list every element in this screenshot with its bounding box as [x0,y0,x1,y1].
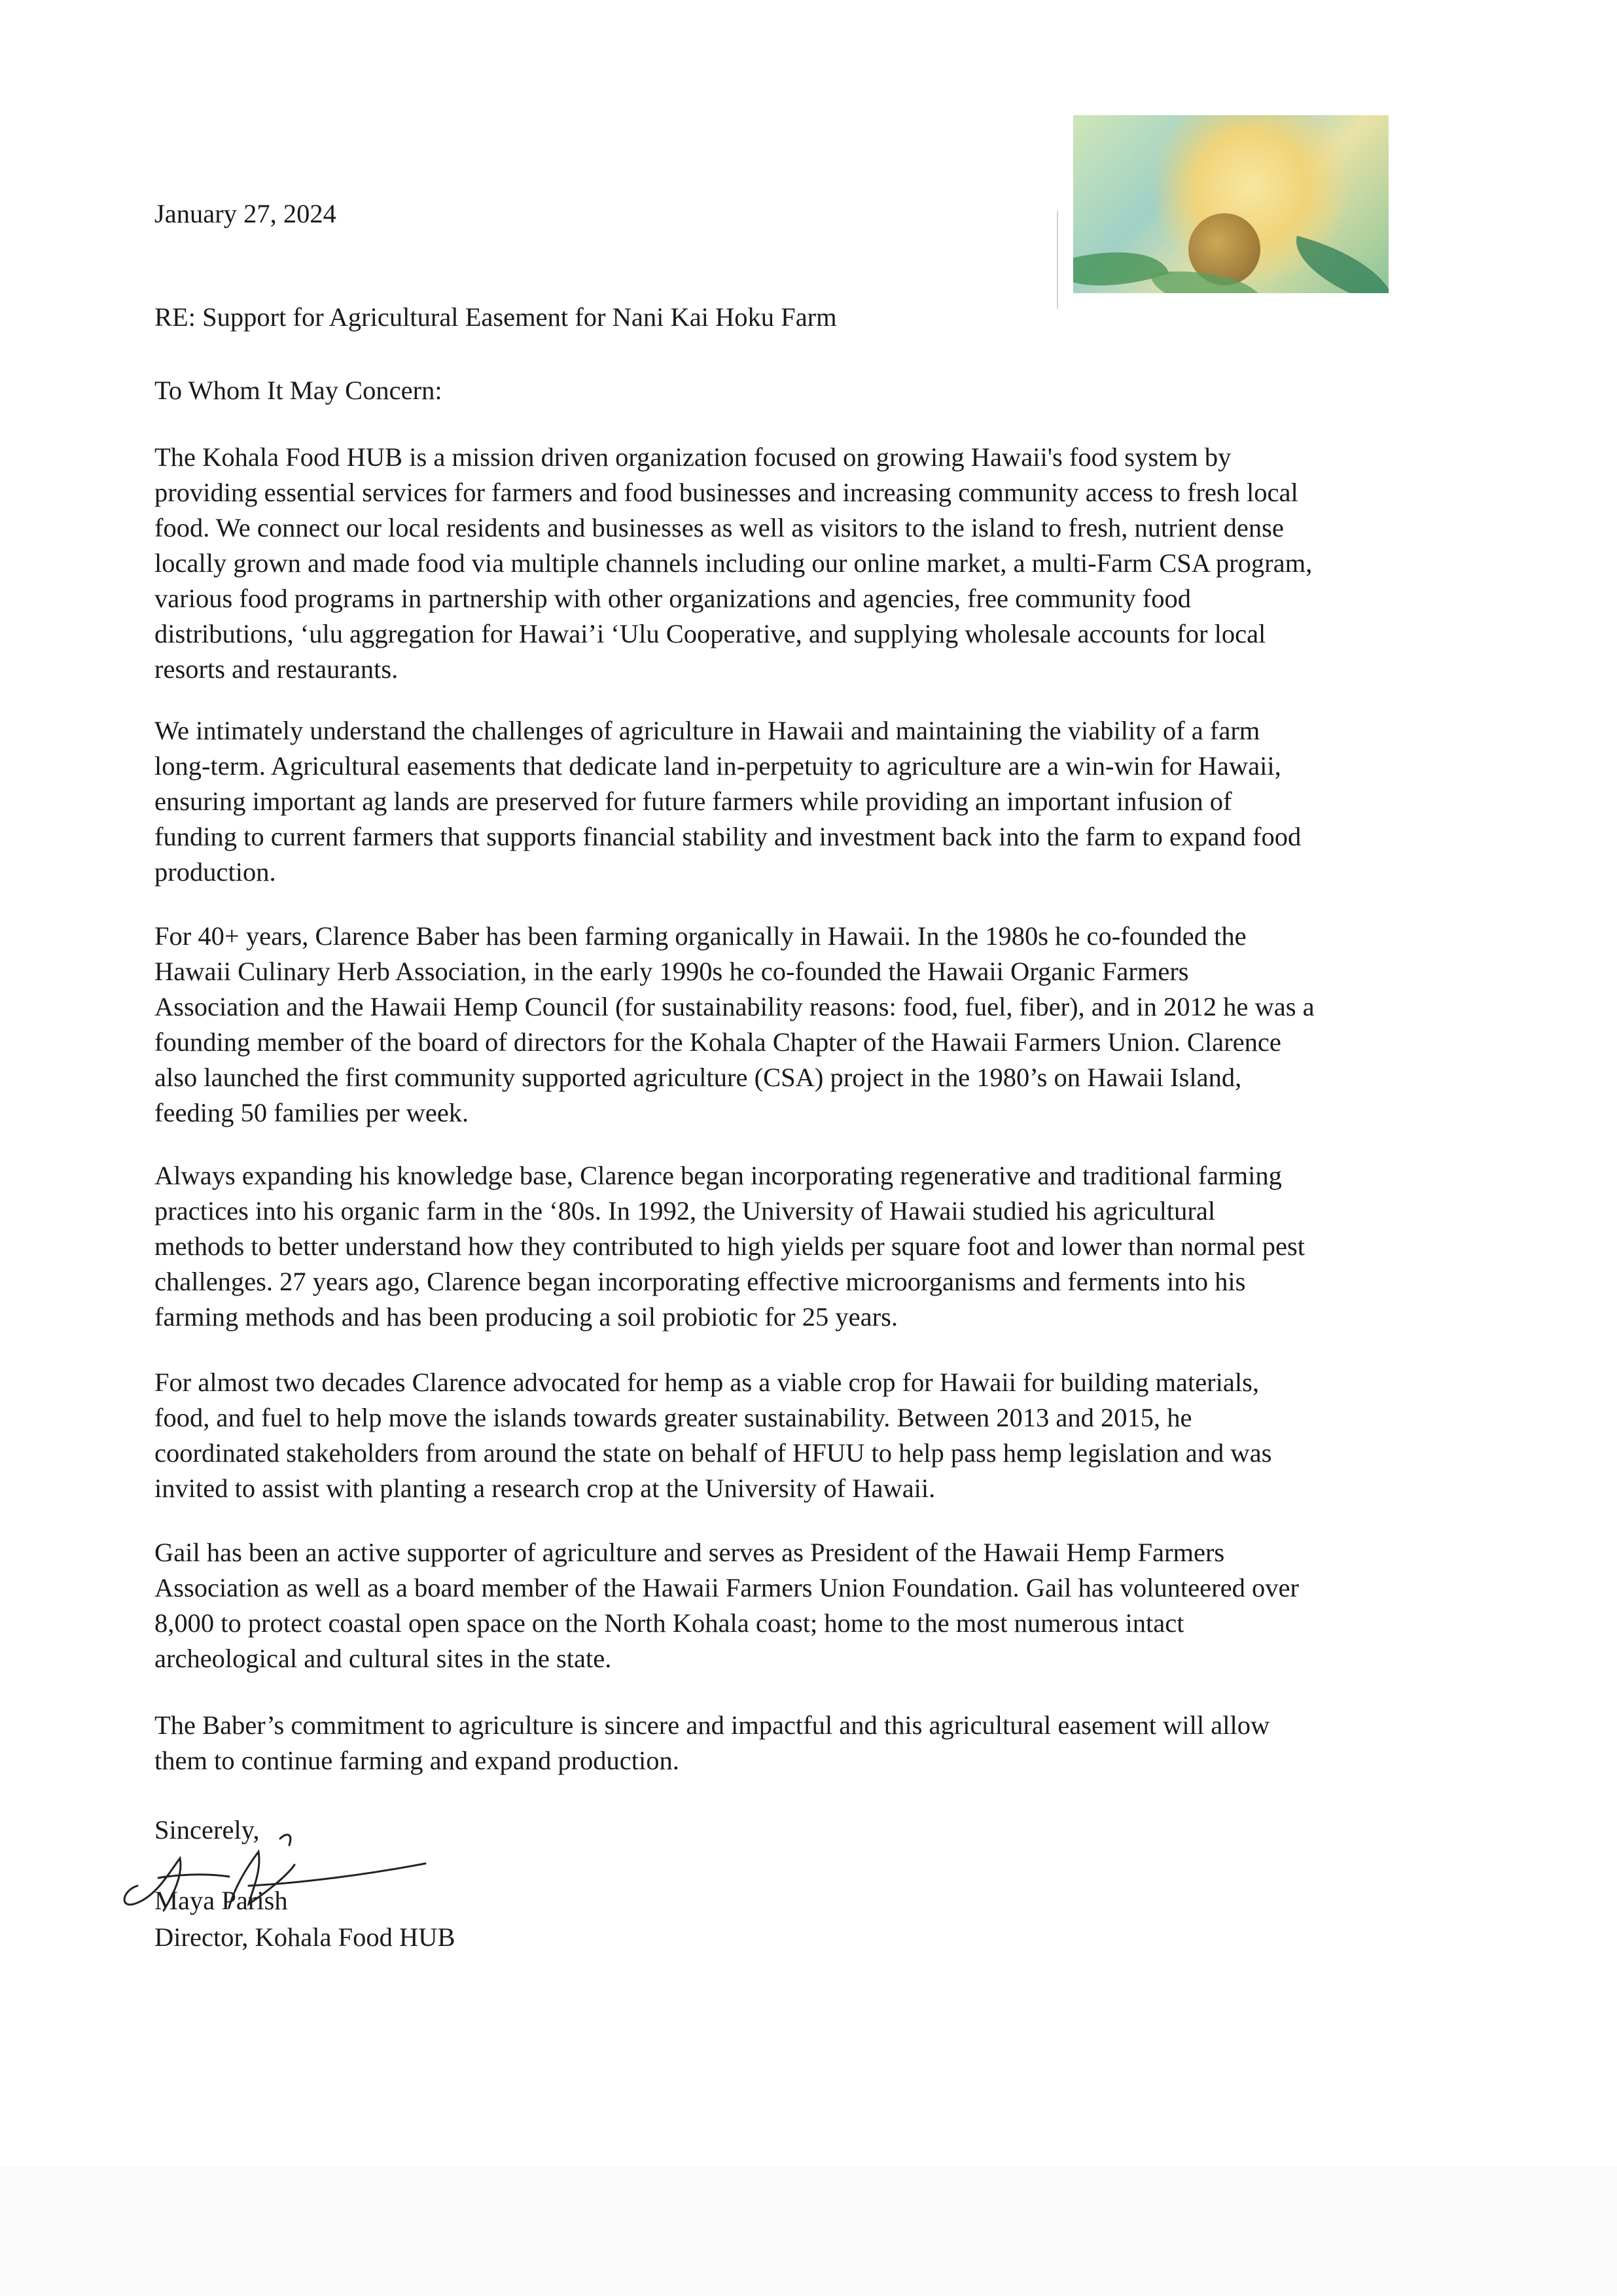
paragraph-line: archeological and cultural sites in the state. [154,1644,612,1673]
paragraph-line: food, and fuel to help move the islands towards greater sustainability. Between 2013 and 2015, he [154,1403,1192,1432]
body-paragraph [154,1158,1305,1335]
paragraph-line: ensuring important ag lands are preserved for future farmers while providing an important infusion of [154,786,1232,816]
paragraph-line: farming methods and has been producing a soil probiotic for 25 years. [154,1302,898,1332]
paragraph-line: Association as well as a board member of the Hawaii Farmers Union Foundation. Gail has volunteered over [154,1573,1299,1602]
scan-artifact-line [1057,211,1058,309]
signer-title: Director, Kohala Food HUB [154,1922,455,1952]
paragraph-line: funding to current farmers that supports financial stability and investment back into the farm to expand food [154,822,1302,851]
paragraph-line: Hawaii Culinary Herb Association, in the early 1990s he co-founded the Hawaii Organic Farmers [154,957,1189,986]
paragraph-line: Gail has been an active supporter of agriculture and serves as President of the Hawaii Hemp Farmers [154,1538,1225,1567]
paragraph-line: various food programs in partnership with other organizations and agencies, free community food [154,584,1191,613]
paragraph-line: 8,000 to protect coastal open space on the North Kohala coast; home to the most numerous intact [154,1608,1184,1638]
paragraph-line: distributions, ‘ulu aggregation for Hawai’i ‘Ulu Cooperative, and supplying wholesale accounts for local [154,619,1266,648]
subject-line: RE: Support for Agricultural Easement for Nani Kai Hoku Farm [154,302,837,332]
paragraph-line: invited to assist with planting a research crop at the University of Hawaii. [154,1474,936,1503]
paragraph-line: For almost two decades Clarence advocated for hemp as a viable crop for Hawaii for building materials, [154,1368,1260,1397]
body-paragraph [154,713,1301,890]
paragraph-line: them to continue farming and expand production. [154,1746,679,1775]
body-paragraph [154,1535,1299,1676]
body-paragraph [154,919,1315,1131]
letter-date: January 27, 2024 [154,199,336,228]
paragraph-line: locally grown and made food via multiple channels including our online market, a multi-Farm CSA program, [154,548,1313,578]
paragraph-line: food. We connect our local residents and businesses as well as visitors to the island to fresh, nutrient dense [154,513,1284,542]
paragraph-line: Association and the Hawaii Hemp Council (for sustainability reasons: food, fuel, fiber), and in 2012 he was a [154,992,1315,1021]
salutation: To Whom It May Concern: [154,376,442,405]
paragraph-line: methods to better understand how they contributed to high yields per square foot and lower than normal pest [154,1231,1305,1261]
paragraph-line: The Kohala Food HUB is a mission driven organization focused on growing Hawaii's food system by [154,442,1232,472]
body-paragraph [154,440,1312,687]
paragraph-line: providing essential services for farmers and food businesses and increasing community access to fresh local [154,478,1298,507]
paragraph-line: feeding 50 families per week. [154,1098,469,1127]
paragraph-line: For 40+ years, Clarence Baber has been farming organically in Hawaii. In the 1980s he co-founded the [154,921,1247,951]
paragraph-line: founding member of the board of directors for the Kohala Chapter of the Hawaii Farmers Union. Clarence [154,1027,1281,1057]
body-paragraph [154,1708,1270,1778]
paragraph-line: long-term. Agricultural easements that dedicate land in-perpetuity to agriculture are a win-win for Hawaii, [154,751,1281,781]
paragraph-line: Always expanding his knowledge base, Clarence began incorporating regenerative and traditional farming [154,1161,1282,1190]
paragraph-line: practices into his organic farm in the ‘80s. In 1992, the University of Hawaii studied his agricultural [154,1196,1216,1226]
signer-name: Maya Parish [154,1886,288,1915]
scan-bottom-margin [0,2166,1617,2296]
paragraph-line: production. [154,857,276,887]
paragraph-line: We intimately understand the challenges of agriculture in Hawaii and maintaining the viability of a farm [154,716,1260,745]
body-paragraph [154,1365,1271,1506]
kohala-food-hub-logo [1073,115,1389,293]
paragraph-line: resorts and restaurants. [154,654,399,684]
paragraph-line: The Baber’s commitment to agriculture is sincere and impactful and this agricultural easement will allow [154,1710,1270,1740]
paragraph-line: challenges. 27 years ago, Clarence began incorporating effective microorganisms and ferments into his [154,1267,1246,1296]
closing-line: Sincerely, [154,1815,260,1845]
handwritten-signature [118,1812,432,1924]
paragraph-line: coordinated stakeholders from around the state on behalf of HFUU to help pass hemp legislation and was [154,1438,1272,1468]
paragraph-line: also launched the first community supported agriculture (CSA) project in the 1980’s on Hawaii Island, [154,1063,1242,1092]
